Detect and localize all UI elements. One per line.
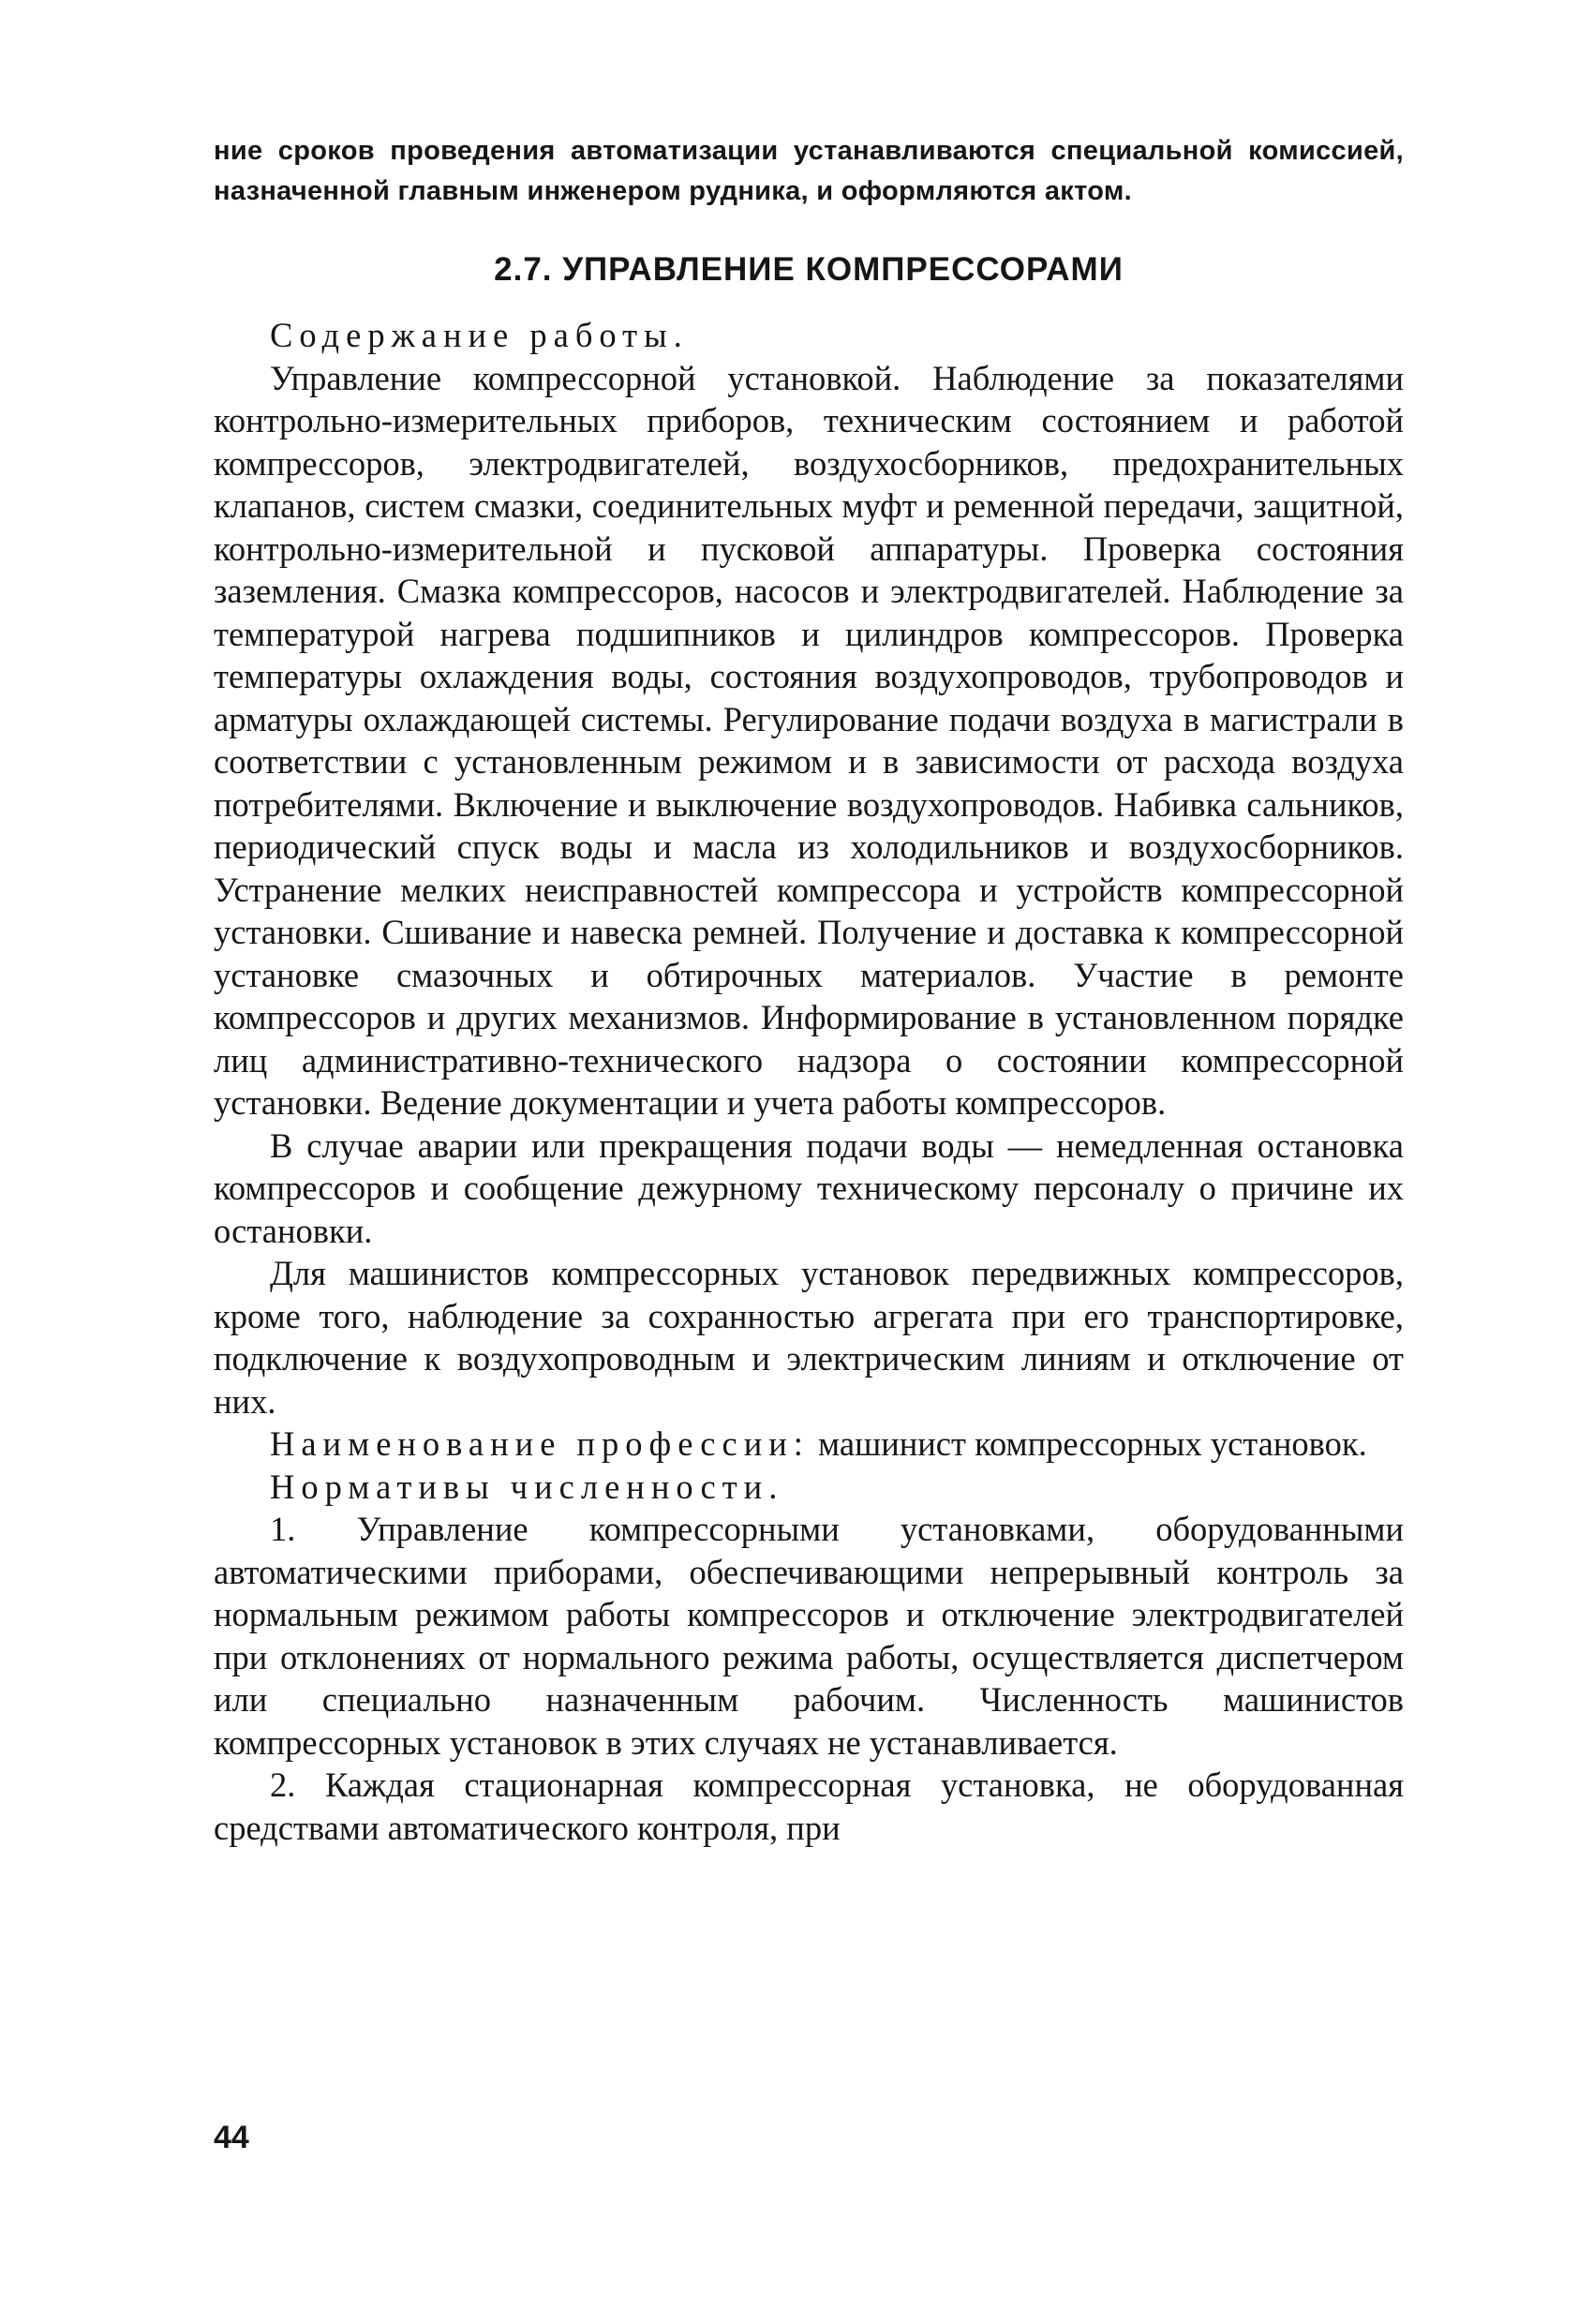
content-label-paragraph (214, 314, 1404, 357)
content-label: Содержание работы. (270, 316, 689, 354)
section-heading: 2.7. УПРАВЛЕНИЕ КОМПРЕССОРАМИ (494, 251, 1124, 288)
paragraph-mobile-compressors: Для машинистов компрессорных установок передвижных компрессоров, кроме того, наблюдение за сохранностью агрегата при его транспортировке, подключение к воздухопроводным и электрическим линиям и отключение от них. (214, 1254, 1404, 1421)
profession-paragraph (214, 1423, 1404, 1466)
norm-item-2: 2. Каждая стационарная компрессорная установка, не оборудованная средствами автоматического контроля, при (214, 1765, 1404, 1847)
norm-item-1: 1. Управление компрессорными установками, оборудованными автоматическими приборами, обеспечивающими непрерывный контроль за нормальным режимом работы компрессоров и отключение электродвигателей при отклонениях от нормального режима работы, осуществляется диспетчером или специально назначенным рабочим. Численность машинистов компрессорных установок в этих случаях не устанавливается. (214, 1510, 1404, 1762)
norms-label: Нормативы численности. (270, 1467, 784, 1506)
norms-label-paragraph (214, 1466, 1404, 1509)
profession-label: Наименование профессии: (270, 1424, 810, 1463)
profession-value: машинист компрессорных установок. (818, 1424, 1367, 1463)
page-number: 44 (214, 2120, 249, 2155)
intro-paragraph: ние сроков проведения автоматизации устанавливаются специальной комиссией, назначенной главным инженером рудника, и оформляются актом. (214, 136, 1404, 206)
section-body (214, 314, 1404, 1849)
paragraph-duties: Управление компрессорной установкой. Наблюдение за показателями контрольно-измерительных приборов, техническим состоянием и работой компрессоров, электродвигателей, воздухосборников, предохранительных клапанов, систем смазки, соединительных муфт и ременной передачи, защитной, контрольно-измерительной и пусковой аппаратуры. Проверка состояния заземления. Смазка компрессоров, насосов и электродвигателей. Наблюдение за температурой нагрева подшипников и цилиндров компрессоров. Проверка температуры охлаждения воды, состояния воздухопроводов, трубопроводов и арматуры охлаждающей системы. Регулирование подачи воздуха в магистрали в соответствии с установленным режимом и в зависимости от расхода воздуха потребителями. Включение и выключение воздухопроводов. Набивка сальников, периодический спуск воды и масла из холодильников и воздухосборников. Устранение мелких неисправностей компрессора и устройств компрессорной установки. Сшивание и навеска ремней. Получение и доставка к компрессорной установке смазочных и обтирочных материалов. Участие в ремонте компрессоров и других механизмов. Информирование в установленном порядке лиц административно-технического надзора о состоянии компрессорной установки. Ведение документации и учета работы компрессоров. (214, 358, 1404, 1122)
paragraph-emergency: В случае аварии или прекращения подачи воды — немедленная остановка компрессоров и сообщение дежурному техническому персоналу о причине их остановки. (214, 1125, 1404, 1250)
